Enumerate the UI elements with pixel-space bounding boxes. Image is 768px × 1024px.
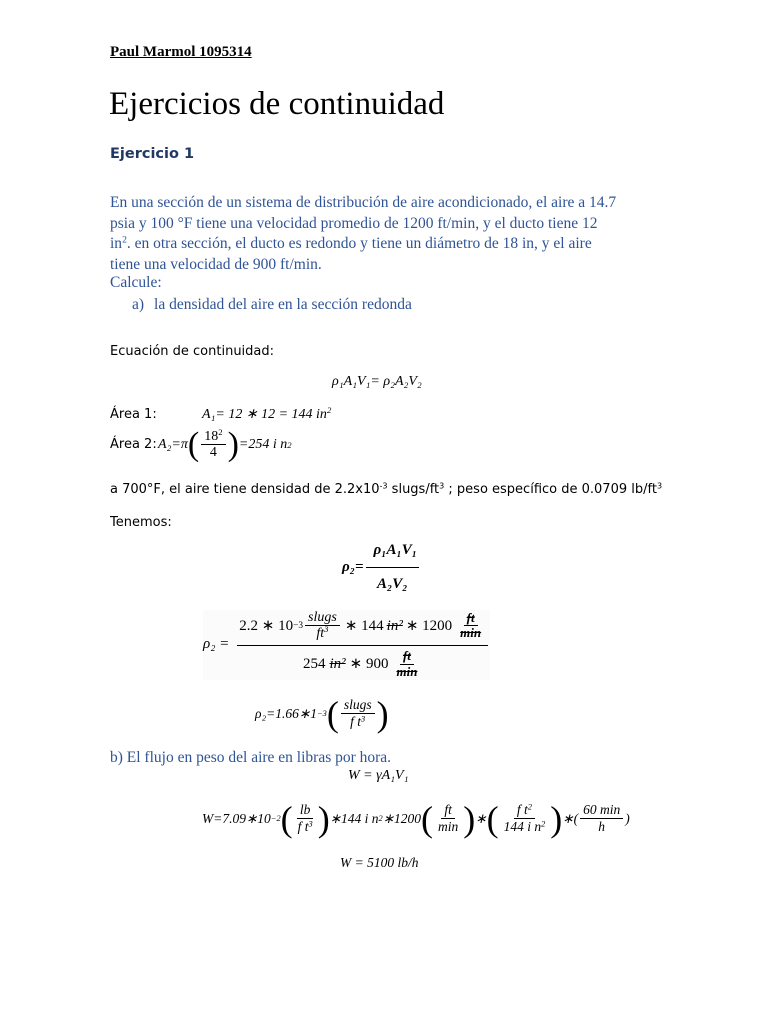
area2-label: Área 2: — [110, 437, 157, 452]
page-title: Ejercicios de continuidad — [109, 86, 445, 122]
author-header: Paul Marmol 1095314 — [110, 44, 252, 60]
rho2-result: ρ₂=1.66∗1 −3 ( $\frac{\text{slugs}}{f t^3}$ ) — [255, 694, 389, 734]
rho2-formula: ρ₂= $\frac{\text{ρ₁A₁V₁}}{\text{A₂V₂}}$ — [342, 542, 417, 592]
area2-equation: A₂=π ( $\frac{18^2}{4}$ ) =254 i n 2 — [158, 426, 292, 463]
problem-line-1: En una sección de un sistema de distribución de aire acondicionado, el aire a 14.7 — [110, 194, 617, 211]
continuity-label: Ecuación de continuidad: — [110, 344, 275, 359]
item-a-text: la densidad del aire en la sección redonda — [154, 296, 412, 313]
problem-line-3: $in^2$. en otra sección, el ducto es redondo y tiene un diámetro de 18 in, y el aire — [110, 234, 592, 252]
calcule-label: Calcule: — [110, 274, 162, 291]
area1-equation: A₁= 12 ∗ 12 = 144 $in^2$ — [202, 405, 332, 422]
problem-line-2: psia y 100 °F tiene una velocidad promedio de 1200 ft/min, y el ducto tiene 12 — [110, 214, 598, 232]
exercise-heading: Ejercicio 1 — [110, 146, 195, 162]
part-b-heading: b) El flujo en peso del aire en libras por hora. — [110, 749, 392, 766]
item-a — [132, 296, 412, 314]
problem-statement — [110, 193, 670, 275]
area1-label: Área 1: — [110, 407, 157, 422]
weight-flow-result: W = 5100 lb/h — [340, 855, 419, 870]
weight-flow-calculation: W=7.09∗10 −2 ( $\frac{lb}{f t^3}$ ) ∗144 i n 2 ∗1200 ( $\frac{ft}{\min}$ ) ∗ ( $\frac{f t^2}{144 i n^2}$ ) ∗( $\frac{60 \min}{h}$ ) — [202, 799, 630, 839]
density-statement: a 700°F, el aire tiene densidad de $2.2x10^{-3}$ slugs/$ft^3$ ; peso específico de 0.0709 $lb/ft^3$ — [110, 481, 663, 497]
problem-line-4: tiene una velocidad de 900 ft/min. — [110, 255, 322, 273]
tenemos-label: Tenemos: — [110, 515, 172, 530]
continuity-equation: ρ₁A₁V₁= ρ₂A₂V₂ — [332, 374, 422, 389]
rho2-calculation: ρ₂ = 2.2 ∗ 10 −3 $\frac{\text{slugs}}{ft^3}$ ∗ 144 in² ∗ 1200 $\frac{ft}{\min}$ 254 in² ∗ 900 $\frac{ft}{\min}$ — [203, 610, 490, 680]
weight-flow-equation: W = γA₁V₁ — [348, 768, 409, 783]
item-a-marker: a) — [132, 296, 145, 313]
